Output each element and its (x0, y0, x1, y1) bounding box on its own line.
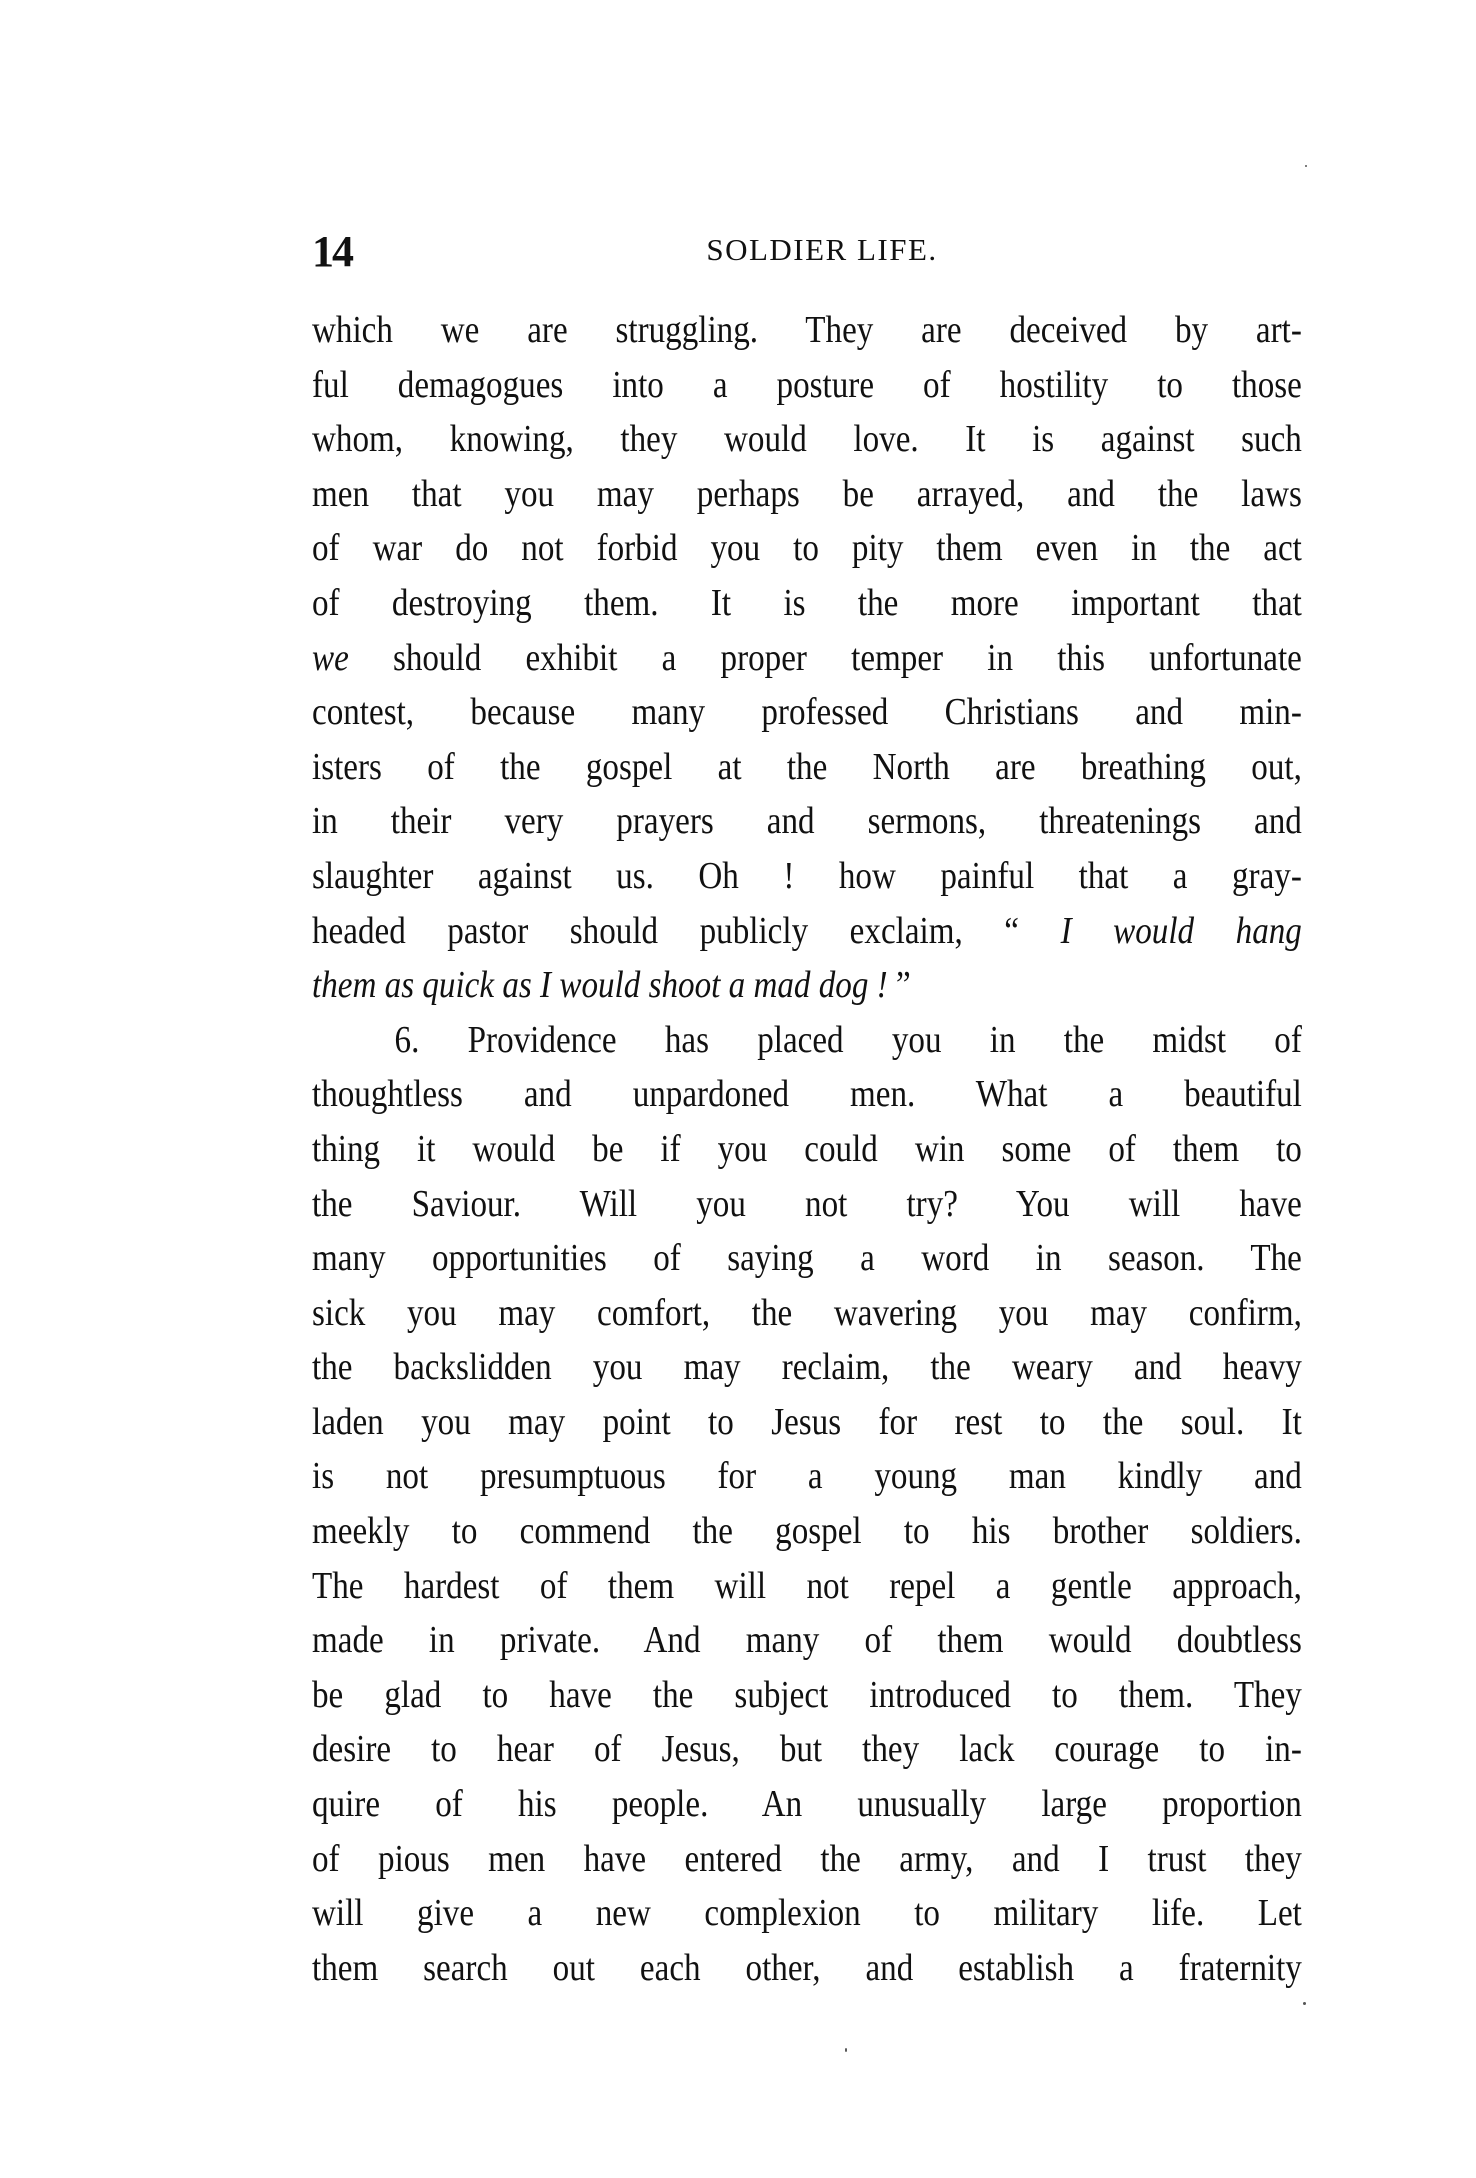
text-run: men that you may perhaps be arrayed, and the laws (312, 472, 1302, 515)
text-run: be glad to have the subject introduced to them. They (312, 1673, 1302, 1716)
text-line (312, 1013, 1302, 1068)
text-line (312, 794, 1302, 849)
text-run: slaughter against us. Oh ! how painful that a gray- (312, 854, 1302, 897)
italic-text: them as quick as I would shoot a mad dog ! (312, 964, 896, 1007)
text-line (312, 1122, 1302, 1177)
text-line (312, 1613, 1302, 1668)
text-line (312, 1177, 1302, 1232)
italic-text: I would hang (1060, 909, 1302, 952)
text-line (312, 958, 1302, 1013)
text-line (312, 467, 1302, 522)
text-run: quire of his people. An unusually large proportion (312, 1783, 1302, 1826)
text-line (312, 1449, 1302, 1504)
text-line (312, 1777, 1302, 1832)
text-run: 6. Providence has placed you in the midst of (394, 1018, 1302, 1061)
text-line (312, 1395, 1302, 1450)
body-text (312, 303, 1302, 1995)
text-run: laden you may point to Jesus for rest to the soul. It (312, 1400, 1302, 1443)
text-line (312, 412, 1302, 467)
text-run: many opportunities of saying a word in season. The (312, 1237, 1302, 1280)
text-run: of war do not forbid you to pity them even in the act (312, 527, 1302, 570)
text-run: will give a new complexion to military life. Let (312, 1892, 1302, 1935)
text-line (312, 576, 1302, 631)
text-run: desire to hear of Jesus, but they lack courage to in- (312, 1728, 1302, 1771)
scan-speck (845, 2048, 847, 2052)
text-line (312, 1832, 1302, 1887)
text-run: the backslidden you may reclaim, the weary and heavy (312, 1346, 1302, 1389)
running-head: SOLDIER LIFE. (706, 232, 938, 267)
text-run: sick you may comfort, the wavering you may confirm, (312, 1291, 1302, 1334)
text-line (312, 1668, 1302, 1723)
text-run: in their very prayers and sermons, threatenings and (312, 800, 1302, 843)
page-header (312, 226, 1302, 286)
text-run: should exhibit a proper temper in this unfortunate (348, 636, 1302, 679)
text-run: them search out each other, and establish a fraternity (312, 1946, 1302, 1989)
page-number: 14 (312, 227, 352, 276)
text-line (312, 631, 1302, 686)
text-line (312, 1340, 1302, 1395)
text-run: meekly to commend the gospel to his brother soldiers. (312, 1510, 1302, 1553)
italic-text: we (312, 636, 349, 679)
text-line (312, 1886, 1302, 1941)
text-run: the Saviour. Will you not try? You will have (312, 1182, 1302, 1225)
text-line (312, 740, 1302, 795)
text-line (312, 358, 1302, 413)
text-run: isters of the gospel at the North are breathing out, (312, 745, 1302, 788)
text-line (312, 1941, 1302, 1996)
text-run: headed pastor should publicly exclaim, “ (312, 909, 1061, 952)
text-run: of pious men have entered the army, and I trust they (312, 1837, 1302, 1880)
text-line (312, 1231, 1302, 1286)
text-line (312, 303, 1302, 358)
text-run: contest, because many professed Christians and min- (312, 691, 1302, 734)
text-run: ful demagogues into a posture of hostility to those (312, 363, 1302, 406)
text-run: The hardest of them will not repel a gentle approach, (312, 1564, 1302, 1607)
text-run: ” (895, 964, 911, 1007)
text-line (312, 849, 1302, 904)
text-line (312, 1722, 1302, 1777)
text-run: which we are struggling. They are deceived by art- (312, 309, 1302, 351)
text-line (312, 1559, 1302, 1614)
text-run: is not presumptuous for a young man kindly and (312, 1455, 1302, 1498)
text-run: thing it would be if you could win some of them to (312, 1127, 1302, 1170)
text-run: made in private. And many of them would doubtless (312, 1619, 1302, 1662)
scan-speck (1303, 2002, 1306, 2005)
text-line (312, 1286, 1302, 1341)
text-run: thoughtless and unpardoned men. What a beautiful (312, 1073, 1302, 1116)
text-run: of destroying them. It is the more important that (312, 581, 1302, 624)
text-line (312, 904, 1302, 959)
text-run: whom, knowing, they would love. It is against such (312, 418, 1302, 461)
text-line (312, 685, 1302, 740)
text-line (312, 1067, 1302, 1122)
text-line (312, 521, 1302, 576)
text-line (312, 1504, 1302, 1559)
scan-speck (1305, 165, 1307, 167)
